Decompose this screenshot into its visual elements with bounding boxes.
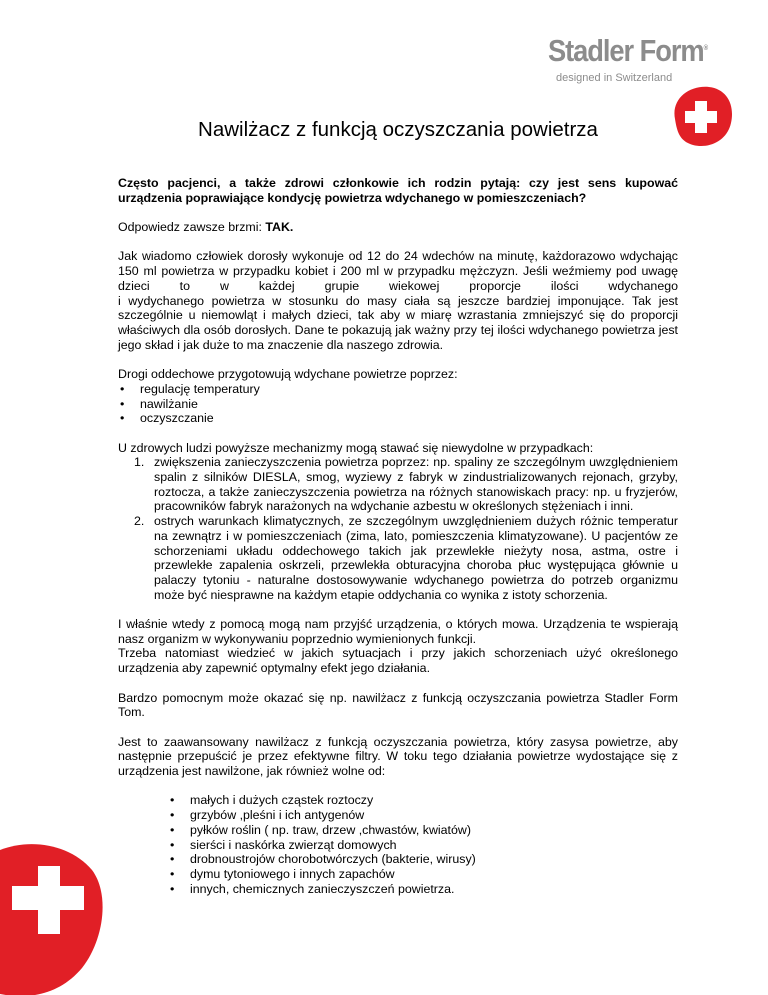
failures-lead: U zdrowych ludzi powyższe mechanizmy mogą stawać się niewydolne w przypadkach: xyxy=(118,440,594,455)
airways-list xyxy=(120,382,678,426)
list-item: • nawilżanie xyxy=(120,397,678,412)
devices-paragraph: I właśnie wtedy z pomocą mogą nam przyjść urządzenia, o których mowa. Urządzenia te wspierają nasz organizm w wykonywaniu poprzednio wymienionych funkcji. xyxy=(118,617,678,646)
swiss-cross-large-icon xyxy=(0,830,105,995)
list-text: ostrych warunkach klimatycznych, ze szczególnym uwzględnieniem dużych różnic temperatur na zewnątrz i w pomieszczeniach (zima, lato, pomieszczenia klimatyzowane). U pacjentów ze schorzeniami układu oddechowego takich jak przewlekłe nieżyty nosa, astma, ostre i przewlekłe zapalenia oskrzeli, przewlekła obturacyjna choroba płuc występująca głównie u palaczy tytoniu - naturalne dostosowywanie wdychanego powietrza do potrzeb organizmu może być niesprawne na każdym etapie oddychania co wynika z istoty schorzenia. xyxy=(154,514,678,602)
list-item: • pyłków roślin ( np. traw, drzew ,chwastów, kwiatów) xyxy=(170,823,678,838)
list-item: • dymu tytoniowego i innych zapachów xyxy=(170,867,678,882)
list-item: • oczyszczanie xyxy=(120,411,678,426)
list-text: zwiększenia zanieczyszczenia powietrza poprzez: np. spaliny ze szczególnym uwzględnieniem spalin z silników DIESLA, smog, wyziewy z fabryk w zindustrializowanych rejonach, grzyby, roztocza, a także zanieczyszczenia powietrza na różnych stanowiskach pracy: np. u fryzjerów, pracowników fabryk narażonych na wdychanie azbestu w określonych stężeniach i inni. xyxy=(154,455,678,514)
brand-logo xyxy=(548,34,738,84)
logo-registered-mark: ® xyxy=(703,45,708,52)
airways-lead: Drogi oddechowe przygotowują wdychane powietrze poprzez: xyxy=(118,367,458,382)
list-number: 2. xyxy=(134,514,145,529)
intro-question: Często pacjenci, a także zdrowi członkowie ich rodzin pytają: czy jest sens kupować urządzenia poprawiające kondycję powietrza wdychanego w pomieszczeniach? xyxy=(118,176,678,205)
failures-list xyxy=(118,455,678,602)
list-item: • małych i dużych cząstek roztoczy xyxy=(170,793,678,808)
breathing-text-1: Jak wiadomo człowiek dorosły wykonuje od 12 do 24 wdechów na minutę, każdorazowo wdychając 150 ml powietrza w przypadku kobiet i 200 ml w przypadku mężczyzn. Jeśli weźmiemy pod uwagę dzieci to w każdej grupie wiekowej proporcje ilości wdychanego xyxy=(118,249,678,293)
list-item xyxy=(118,514,678,602)
list-item xyxy=(118,455,678,514)
document-body xyxy=(118,118,678,896)
recommend-paragraph: Bardzo pomocnym może okazać się np. nawilżacz z funkcją oczyszczania powietrza Stadler Form Tom. xyxy=(118,690,678,720)
list-item: • drobnoustrojów chorobotwórczych (bakterie, wirusy) xyxy=(170,852,678,867)
list-item: • grzybów ,pleśni i ich antygenów xyxy=(170,808,678,823)
answer-paragraph xyxy=(118,220,678,235)
page-title: Nawilżacz z funkcją oczyszczania powietrza xyxy=(198,118,598,141)
answer-bold: TAK. xyxy=(265,220,294,235)
logo-wordmark: Stadler Form xyxy=(548,33,704,68)
list-item: • sierści i naskórka zwierząt domowych xyxy=(170,838,678,853)
breathing-paragraph-cont: i wydychanego powietrza w stosunku do masy ciała są jeszcze bardziej imponujące. Tak jest szczególnie u niemowląt i małych dzieci, tak aby w miarę wzrastania zmniejszyć się do proporcji właściwych dla osób dorosłych. Dane te pokazują jak ważny przy tej ilości wdychanego powietrza jest jego skład i jak duże to ma znaczenie dla naszego zdrowia. xyxy=(118,293,678,352)
devices-paragraph-2: Trzeba natomiast wiedzieć w jakich sytuacjach i przy jakich schorzeniach użyć określonego urządzenia aby zapewnić optymalny efekt jego działania. xyxy=(118,646,678,676)
answer-prefix: Odpowiedz zawsze brzmi: xyxy=(118,220,266,235)
list-number: 1. xyxy=(134,455,145,470)
logo-tagline: designed in Switzerland xyxy=(556,72,673,84)
list-item: • innych, chemicznych zanieczyszczeń powietrza. xyxy=(170,882,678,897)
breathing-paragraph xyxy=(118,249,678,293)
free-from-list xyxy=(170,793,678,896)
list-item: • regulację temperatury xyxy=(120,382,678,397)
product-paragraph: Jest to zaawansowany nawilżacz z funkcją oczyszczania powietrza, który zasysa powietrze, aby następnie przepuścić je przez efektywne filtry. W toku tego działania powietrze wydostające się z urządzenia jest nawilżone, jak również wolne od: xyxy=(118,734,678,779)
